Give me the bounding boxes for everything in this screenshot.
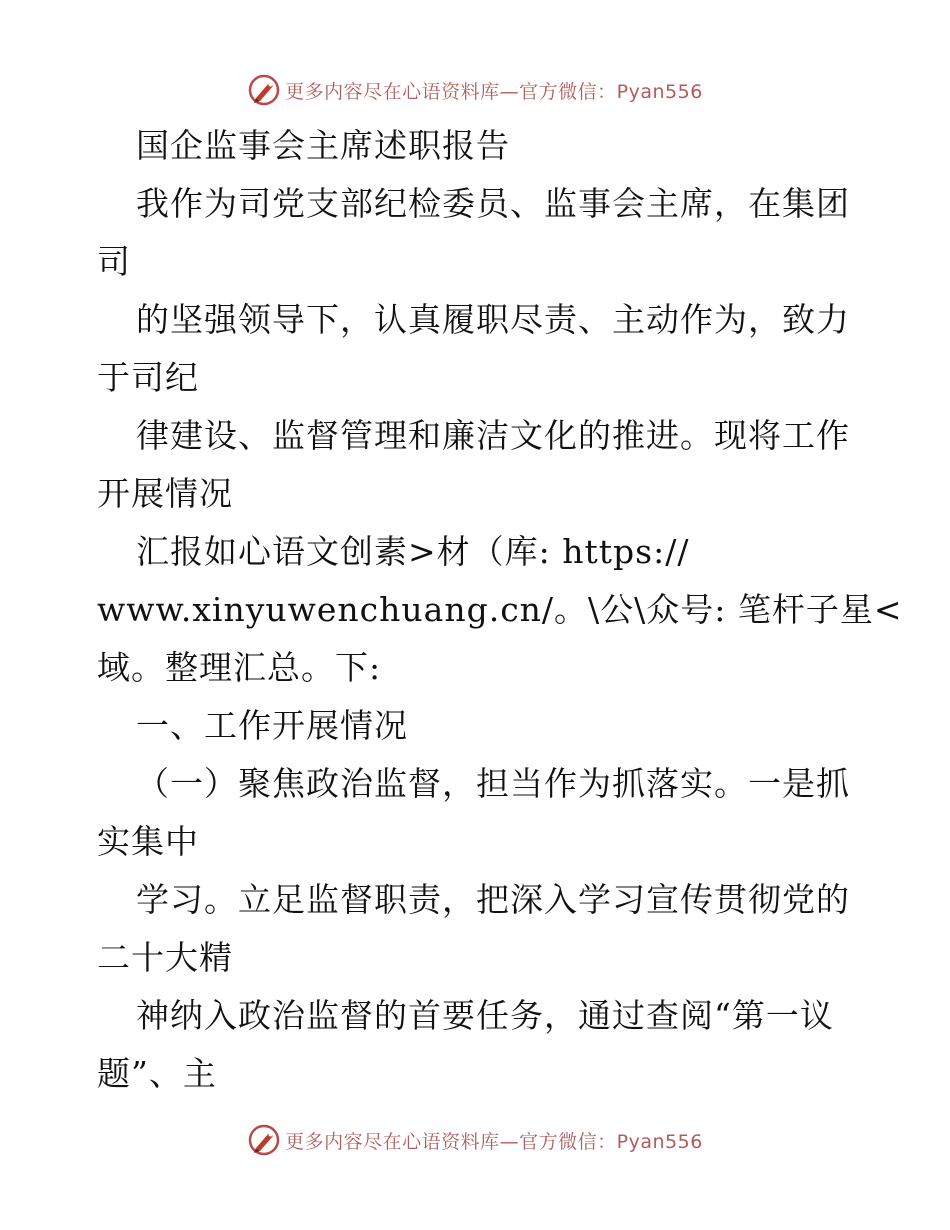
paragraph-line: 域。整理汇总。下: [97,648,382,687]
document-title: 国企监事会主席述职报告 [136,126,510,165]
paragraph-line: 学习。立足监督职责，把深入学习宣传贯彻党的 [136,880,850,919]
watermark-banner-bottom [0,1120,950,1160]
section-heading: 一、工作开展情况 [136,706,408,745]
paragraph-line: 实集中 [97,822,199,861]
paragraph-line: （一）聚焦政治监督，担当作为抓落实。一是抓 [136,764,850,803]
paragraph-line: 律建设、监督管理和廉洁文化的推进。现将工作 [136,416,850,455]
pen-logo-icon [247,1123,281,1157]
paragraph-line: 汇报如心语文创素>材（库: https:// [136,532,690,571]
paragraph-line: 神纳入政治监督的首要任务，通过查阅“第一议 [136,996,834,1035]
paragraph-line: 的坚强领导下，认真履职尽责、主动作为，致力 [136,300,850,339]
watermark-banner-top [0,70,950,110]
paragraph-line: 司 [97,242,131,281]
paragraph-line: 题”、主 [97,1054,217,1093]
paragraph-line: 二十大精 [97,938,233,977]
watermark-text: 更多内容尽在心语资料库—官方微信：Pyan556 [285,80,703,103]
paragraph-line: 开展情况 [97,474,233,513]
watermark-text: 更多内容尽在心语资料库—官方微信：Pyan556 [285,1130,703,1153]
paragraph-line: 我作为司党支部纪检委员、监事会主席，在集团 [136,184,850,223]
paragraph-line: 于司纪 [97,358,199,397]
pen-logo-icon [247,73,281,107]
paragraph-line: www.xinyuwenchuang.cn/。\公\众号: 笔杆子星< [97,590,903,629]
